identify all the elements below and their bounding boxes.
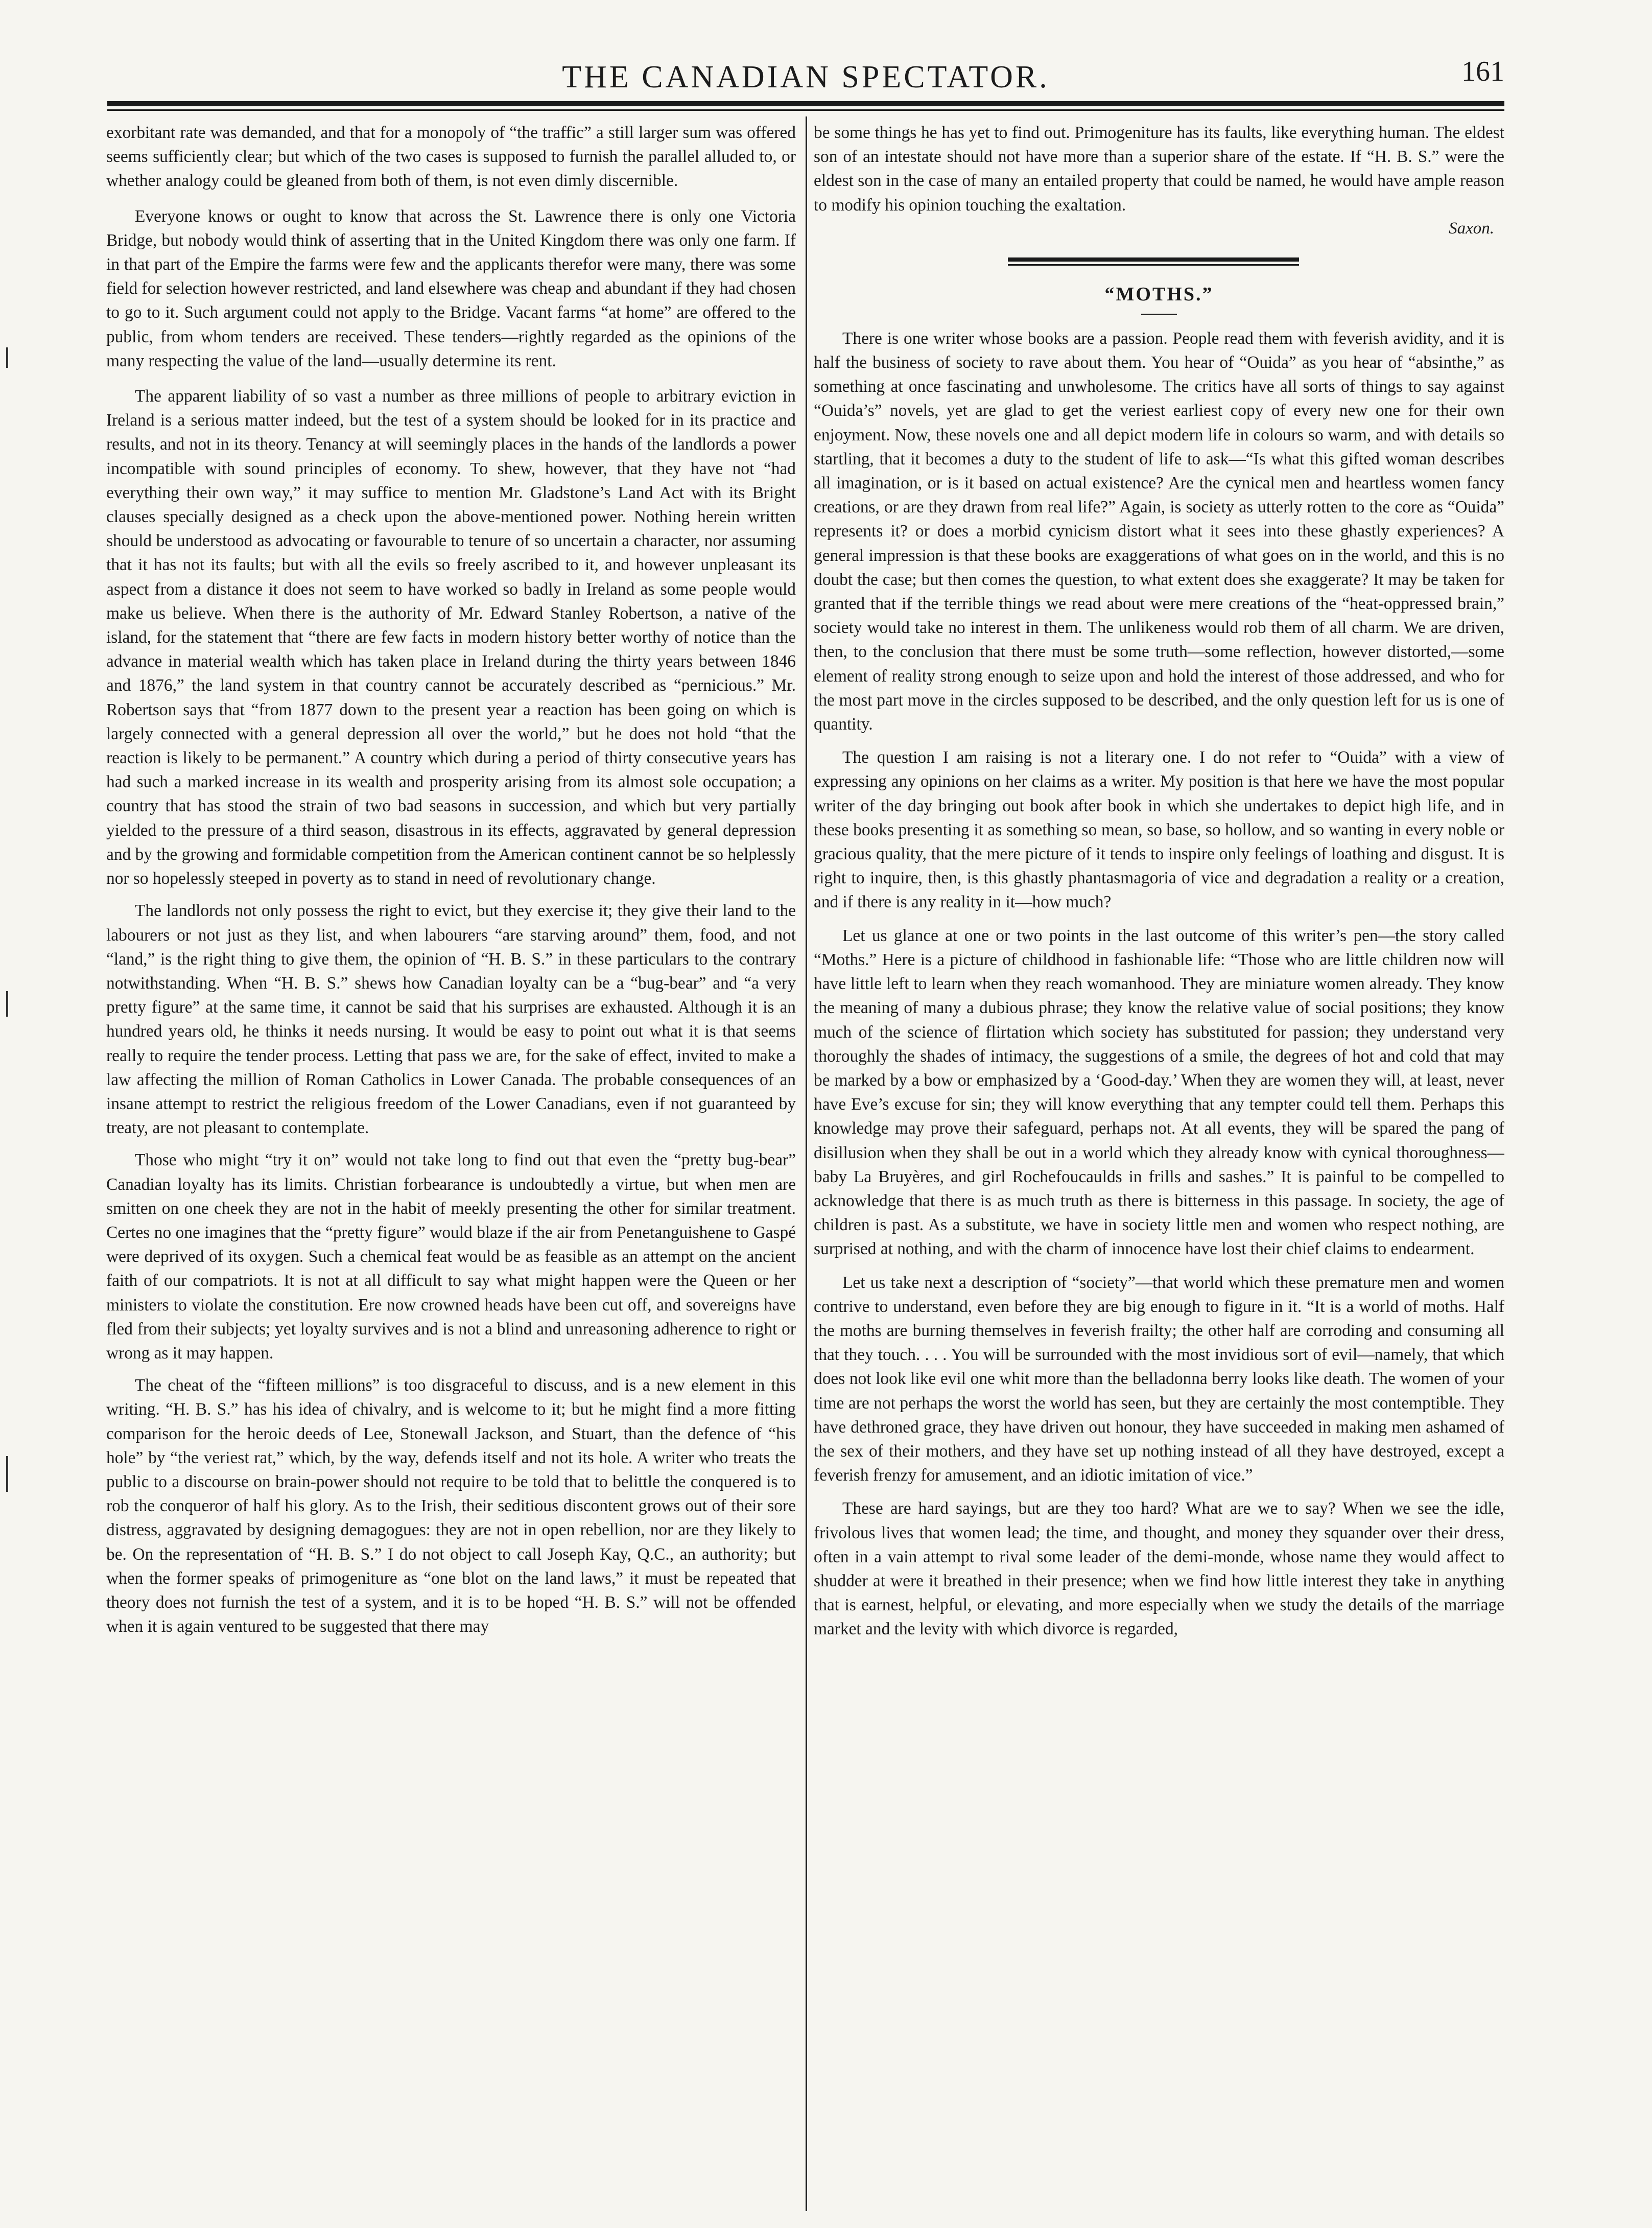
paragraph: Everyone knows or ought to know that across the St. Lawrence there is only one Victoria Bridge, but nobody would think of asserting that in the United Kingdom there was only one farm. If in that part of the Empire the farms were few and the applicants therefor were many, there was some field for selection however restricted, and land elsewhere was cheap and abundant if they had chosen to go to it. Such argument could not apply to the Bridge. Vacant farms “at home” are offered to the public, from whom tenders are received. These tenders—rightly regarded as the opinions of the many respecting the value of the land—usually determine its rent. (106, 206, 796, 370)
margin-mark (6, 347, 8, 368)
masthead (107, 50, 1504, 101)
article-separator (814, 257, 1504, 268)
paragraph: be some things he has yet to find out. Primogeniture has its faults, like everything human. The eldest son of an intestate should not have more than a superior share of the estate. If “H. B. S.” were the eldest son in the case of many an entailed property that could be named, he would have ample reason to modify his opinion touching the exaltation. (814, 123, 1504, 215)
left-column (106, 121, 796, 2215)
paragraph: Let us glance at one or two points in the last outcome of this writer’s pen—the story called “Moths.” Here is a picture of childhood in fashionable life: “Those who are little children now will have little left to learn when they reach womanhood. They are miniature women already. They know the meaning of many a dubious phrase; they know the relative value of social positions; they know much of the science of flirtation which society has substituted for passion; they understand very thoroughly the shades of intimacy, the suggestions of a smile, the degrees of hot and cold that may be marked by a bow or emphasized by a ‘Good-day.’ When they are women they will, at least, never have Eve’s excuse for sin; they will know everything that any tempter could tell them. Perhaps this knowledge may prove their safeguard, perhaps not. At all events, they will be spared the pang of disillusion when they shall be out in a world which they already know with cynical thoroughness—baby La Bruyères, and girl Rochefoucaulds in frills and sashes.” It is painful to be compelled to acknowledge that there is as much truth as there is bitterness in this passage. In society, the age of children is past. As a substitute, we have in society little men and women who respect nothing, are surprised at nothing, and with the charm of innocence have lost their chief claims to endearment. (814, 926, 1504, 1259)
separator-rule-thick (1008, 257, 1299, 262)
page-number: 161 (1461, 56, 1504, 87)
paragraph: Those who might “try it on” would not take long to find out that even the “pretty bug-bear” Canadian loyalty has its limits. Christian forbearance is undoubtedly a virtue, but when men are smitten on one cheek they are not in the habit of meekly presenting the other for similar treatment. Certes no one imagines that the “pretty figure” would blaze if the air from Penetanguishene to Gaspé were deprived of its oxygen. Such a chemical feat would be as feasible as an attempt on the ancient faith of our compatriots. It is not at all difficult to say what might happen were the Queen or her ministers to violate the constitution. Ere now crowned heads have been cut off, and sovereigns have fled from their subjects; yet loyalty survives and is not a blind and unreasoning adherence to right or wrong as it may happen. (106, 1151, 796, 1363)
header-rule-thin (107, 109, 1504, 111)
header-rule-thick (107, 101, 1504, 106)
right-column (814, 121, 1504, 2215)
paragraph: The question I am raising is not a literary one. I do not refer to “Ouida” with a view of expressing any opinions on her claims as a writer. My position is that here we have the most popular writer of the day bringing out book after book in which she undertakes to depict high life, and in these books presenting it as something so mean, so base, so hollow, and so wanting in every noble or gracious quality, that the mere picture of it tends to inspire only feelings of loathing and disgust. It is right to inquire, then, is this ghastly phantasmagoria of vice and degradation a reality or a creation, and if there is any reality in it—how much? (814, 748, 1504, 912)
paragraph: exorbitant rate was demanded, and that for a monopoly of “the traffic” a still larger sum was offered seems sufficiently clear; but which of the two cases is supposed to furnish the parallel alluded to, or whether analogy could be gleaned from both of them, is not even dimly discernible. (106, 123, 796, 191)
paragraph: The landlords not only possess the right to evict, but they exercise it; they give their land to the labourers or not just as they list, and when labourers “are starving around” them, food, and not “land,” is the right thing to give them, the opinion of “H. B. S.” in these particulars to the contrary notwithstanding. When “H. B. S.” shews how Canadian loyalty can be a “bug-bear” and “a very pretty figure” at the same time, it cannot be said that his surprises are exhausted. Although it is an hundred years old, he thinks it needs nursing. It would be easy to point out what it is that seems really to require the tender process. Letting that pass we are, for the sake of effect, invited to make a law affecting the million of Roman Catholics in Lower Canada. The probable consequences of an insane attempt to restrict the religious freedom of the Lower Canadians, even if not guaranteed by treaty, are not pleasant to contemplate. (106, 901, 796, 1138)
margin-mark (6, 991, 8, 1017)
publication-title: THE CANADIAN SPECTATOR. (562, 60, 1050, 95)
paragraph: The apparent liability of so vast a number as three millions of people to arbitrary eviction in Ireland is a serious matter indeed, but the test of a system should be looked for in its practice and results, and not in its theory. Tenancy at will seemingly places in the hands of the landlords a power incompatible with sound principles of economy. To shew, however, that they have not “had everything their own way,” it may suffice to mention Mr. Gladstone’s Land Act with its Bright clauses specially designed as a check upon the above-mentioned power. Nothing herein written should be understood as advocating or favourable to tenure of so uncertain a character, nor assuming that it has not its faults; but with all the evils so freely ascribed to it, and however unpleasant its aspect from a distance it does not seem to have worked so badly in Ireland as some people would make us believe. When there is the authority of Mr. Edward Stanley Robertson, a native of the island, for the statement that “there are few facts in modern history better worthy of notice than the advance in material wealth which has taken place in Ireland during the thirty years between 1846 and 1876,” the land system in that country cannot be accurately described as “pernicious.” Mr. Robertson says that “from 1877 down to the present year a reaction has been going on which is largely connected with a general depression all over the world,” but he does not hold “that the reaction is likely to be permanent.” A country which during a period of thirty consecutive years has had such a marked increase in its wealth and prosperity arising from its almost sole occupation; a country that has stood the strain of two bad seasons in succession, and which but very partially yielded to the pressure of a third season, disastrous in its effects, aggravated by general depression and by the growing and formidable competition from the American continent cannot be so helplessly nor so hopelessly steeped in poverty as to stand in need of revolutionary change. (106, 387, 796, 888)
paragraph: These are hard sayings, but are they too hard? What are we to say? When we see the idle, frivolous lives that women lead; the time, and thought, and money they squander over their dress, often in a vain attempt to rival some leader of the demi-monde, whose name they would affect to shudder at were it breathed in their presence; when we find how little interest they take in anything that is earnest, helpful, or elevating, and more especially when we study the details of the marriage market and the levity with which divorce is regarded, (814, 1499, 1504, 1639)
title-underline (1141, 314, 1177, 315)
paragraph: Let us take next a description of “society”—that world which these premature men and women contrive to understand, even before they are big enough to figure in it. “It is a world of moths. Half the moths are burning themselves in feverish frailty; the other half are corroding and consuming all that they touch. . . . You will be surrounded with the most invidious sort of evil—namely, that which does not look like evil one whit more than the belladonna berry looks like death. The women of your time are not perhaps the worst the world has seen, but they are certainly the most contemptible. They have dethroned grace, they have driven out honour, they have succeeded in making men ashamed of the sex of their mothers, and they have set up nothing instead of all they have destroyed, except a feverish frenzy for amusement, and an idiotic imitation of vice.” (814, 1273, 1504, 1485)
paragraph: There is one writer whose books are a passion. People read them with feverish avidity, and it is half the business of society to rave about them. You hear of “Ouida” as you hear of “absinthe,” as something at once fascinating and unwholesome. The critics have all sorts of things to say against “Ouida’s” novels, yet are glad to get the veriest earliest copy of every new one for their own enjoyment. Now, these novels one and all depict modern life in colours so warm, and with details so startling, that it becomes a duty to the student of life to ask—“Is what this gifted woman describes all imagination, or is it based on actual existence? Are the cynical men and heartless women fancy creations, or are they drawn from real life?” Again, is society as utterly rotten to the core as “Ouida” represents it? or does a morbid cynicism distort what it sees into these ghastly experiences? A general impression is that these books are exaggerations of what goes on in the world, and this is no doubt the case; but then comes the question, to what extent does she exaggerate? It may be taken for granted that if the terrible things we read about were mere creations of the “heat-oppressed brain,” society would take no interest in them. The unlikeness would rob them of all charm. We are driven, then, to the conclusion that there must be some truth—some reflection, however distorted,—some element of reality strong enough to seize upon and hold the interest of those addressed, and who for the most part move in the circles supposed to be described, and the only question left for us is one of quantity. (814, 329, 1504, 734)
column-divider (806, 116, 807, 2211)
author-signature: Saxon. (1449, 219, 1494, 238)
article-title: “MOTHS.” (1104, 283, 1214, 305)
paragraph: The cheat of the “fifteen millions” is too disgraceful to discuss, and is a new element in this writing. “H. B. S.” has his idea of chivalry, and is welcome to it; but he might find a more fitting comparison for the heroic deeds of Lee, Stonewall Jackson, and Stuart, than the defence of “his hole” by “the veriest rat,” which, by the way, defends itself and not its hole. A writer who treats the public to a discourse on brain-power should not require to be told that to belittle the conquered is to rob the conqueror of half his glory. As to the Irish, their seditious discontent grows out of their sore distress, aggravated by designing demagogues: they are not in open rebellion, nor are they likely to be. On the representation of “H. B. S.” I do not object to call Joseph Kay, Q.C., an authority; but when the former speaks of primogeniture as “one blot on the land laws,” it must be repeated that theory does not furnish the test of a system, and it is to be hoped “H. B. S.” will not be offended when it is again ventured to be suggested that there may (106, 1376, 796, 1636)
separator-rule-thin (1008, 264, 1299, 266)
margin-mark (6, 1456, 8, 1492)
